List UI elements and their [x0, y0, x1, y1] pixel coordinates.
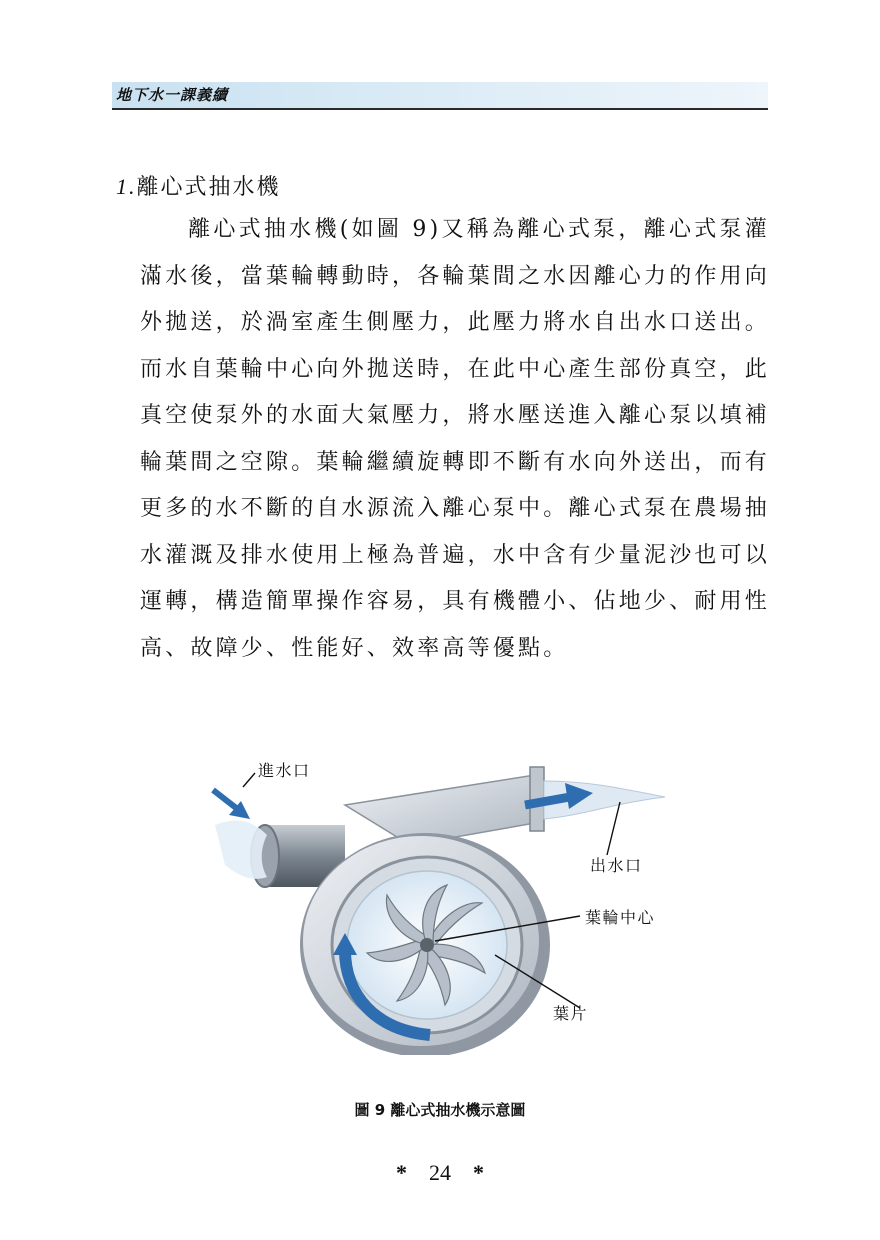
inlet-label: 進水口 — [258, 761, 311, 780]
section-heading — [116, 170, 281, 201]
centrifugal-pump-illustration — [195, 745, 695, 1055]
section-number: 1. — [116, 174, 137, 199]
body-paragraph — [140, 207, 770, 672]
inlet-pipe — [215, 820, 345, 887]
footer-star-right: * — [473, 1160, 484, 1185]
running-header-title: 地下水一課義續 — [116, 86, 229, 104]
figure-caption: 圖 9 離心式抽水機示意圖 — [354, 1101, 526, 1119]
footer-star-left: * — [396, 1160, 407, 1185]
paragraph-text: 離心式抽水機(如圖 9)又稱為離心式泵，離心式泵灌滿水後，當葉輪轉動時，各輪葉間之水因離心力的作用向外拋送，於渦室產生側壓力，此壓力將水自出水口送出。而水自葉輪中心向外拋送時，在此中心產生部份真空，此真空使泵外的水面大氣壓力，將水壓送進入離心泵以填補輪葉間之空隙。葉輪繼續旋轉即不斷有水向外送出，而有更多的水不斷的自水源流入離心泵中。離心式泵在農場抽水灌溉及排水使用上極為普遍，水中含有少量泥沙也可以運轉，構造簡單操作容易，具有機體小、佔地少、耐用性高、故障少、性能好、效率高等優點。 — [140, 217, 771, 661]
inlet-arrow — [213, 790, 250, 819]
running-header-bar — [112, 82, 768, 110]
outlet-label: 出水口 — [590, 856, 643, 875]
section-title-text: 離心式抽水機 — [136, 175, 281, 200]
pump-figure — [195, 745, 695, 1055]
impeller-center-label: 葉輪中心 — [585, 908, 656, 927]
inlet-leader — [243, 773, 255, 787]
page-number: 24 — [429, 1160, 451, 1185]
page-footer — [0, 1160, 880, 1186]
blade-label: 葉片 — [553, 1004, 589, 1023]
outlet-leader — [607, 802, 620, 855]
outlet-pipe — [345, 767, 665, 845]
